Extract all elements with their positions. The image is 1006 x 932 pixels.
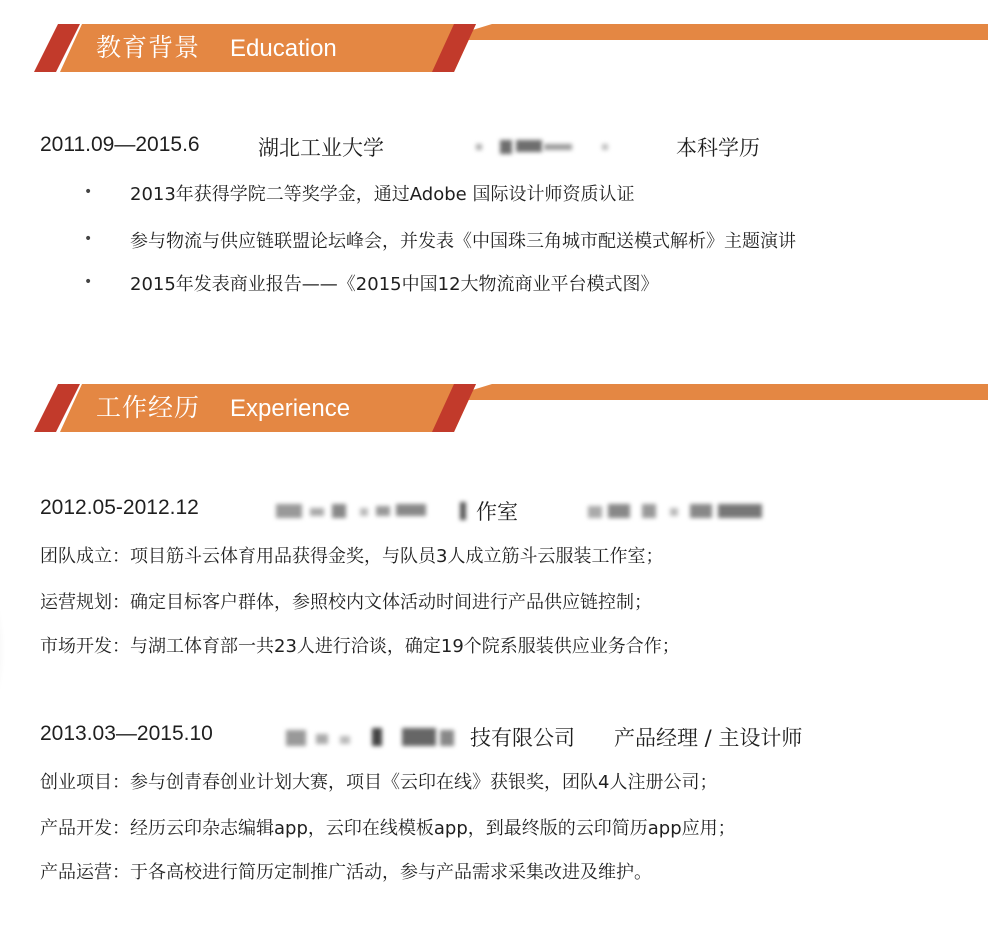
job-1-line-3: 市场开发：与湖工体育部一共23人进行洽谈，确定19个院系服装供应业务合作； — [40, 636, 680, 657]
job-1-role-redacted — [588, 500, 768, 522]
education-banner — [0, 20, 1006, 76]
education-school: 湖北工业大学 — [258, 136, 384, 160]
education-bullet-1: 2013年获得学院二等奖学金，通过Adobe 国际设计师资质认证 — [130, 184, 635, 205]
job-1-line-1: 团队成立：项目筋斗云体育用品获得金奖，与队员3人成立筋斗云服装工作室； — [40, 546, 664, 567]
job-1-company-suffix: 作室 — [476, 500, 518, 524]
experience-banner — [0, 380, 1006, 436]
education-bullet-3: 2015年发表商业报告——《2015中国12大物流商业平台模式图》 — [130, 274, 659, 295]
experience-title-en: Experience — [230, 395, 351, 422]
education-bullet-2: 参与物流与供应链联盟论坛峰会，并发表《中国珠三角城市配送模式解析》主题演讲 — [130, 231, 796, 252]
job-1-period: 2012.05-2012.12 — [40, 496, 199, 519]
experience-title — [96, 388, 350, 428]
job-1-company-redacted — [276, 500, 476, 522]
job-1-line-2: 运营规划：确定目标客户群体，参照校内文体活动时间进行产品供应链控制； — [40, 592, 652, 613]
education-degree: 本科学历 — [676, 136, 760, 160]
education-period: 2011.09—2015.6 — [40, 133, 200, 156]
job-2-company-suffix: 技有限公司 — [470, 726, 575, 750]
bullet-icon: • — [84, 231, 93, 247]
education-redacted — [476, 136, 616, 158]
job-2-line-1: 创业项目：参与创青春创业计划大赛，项目《云印在线》获银奖，团队4人注册公司； — [40, 772, 718, 793]
job-2-line-3: 产品运营：于各高校进行简历定制推广活动，参与产品需求采集改进及维护。 — [40, 862, 652, 883]
bullet-icon: • — [84, 274, 93, 290]
bullet-icon: • — [84, 184, 93, 200]
education-header — [40, 132, 200, 157]
experience-title-cn: 工作经历 — [96, 393, 201, 422]
education-title-cn: 教育背景 — [96, 33, 201, 62]
page-edge-shadow — [0, 560, 6, 740]
job-2-company-redacted — [286, 726, 470, 748]
job-2-period: 2013.03—2015.10 — [40, 722, 213, 745]
education-title — [96, 28, 337, 68]
education-title-en: Education — [230, 35, 337, 62]
job-2-line-2: 产品开发：经历云印杂志编辑app，云印在线模板app，到最终版的云印简历app应用； — [40, 818, 736, 839]
job-2-role: 产品经理 / 主设计师 — [614, 726, 803, 750]
